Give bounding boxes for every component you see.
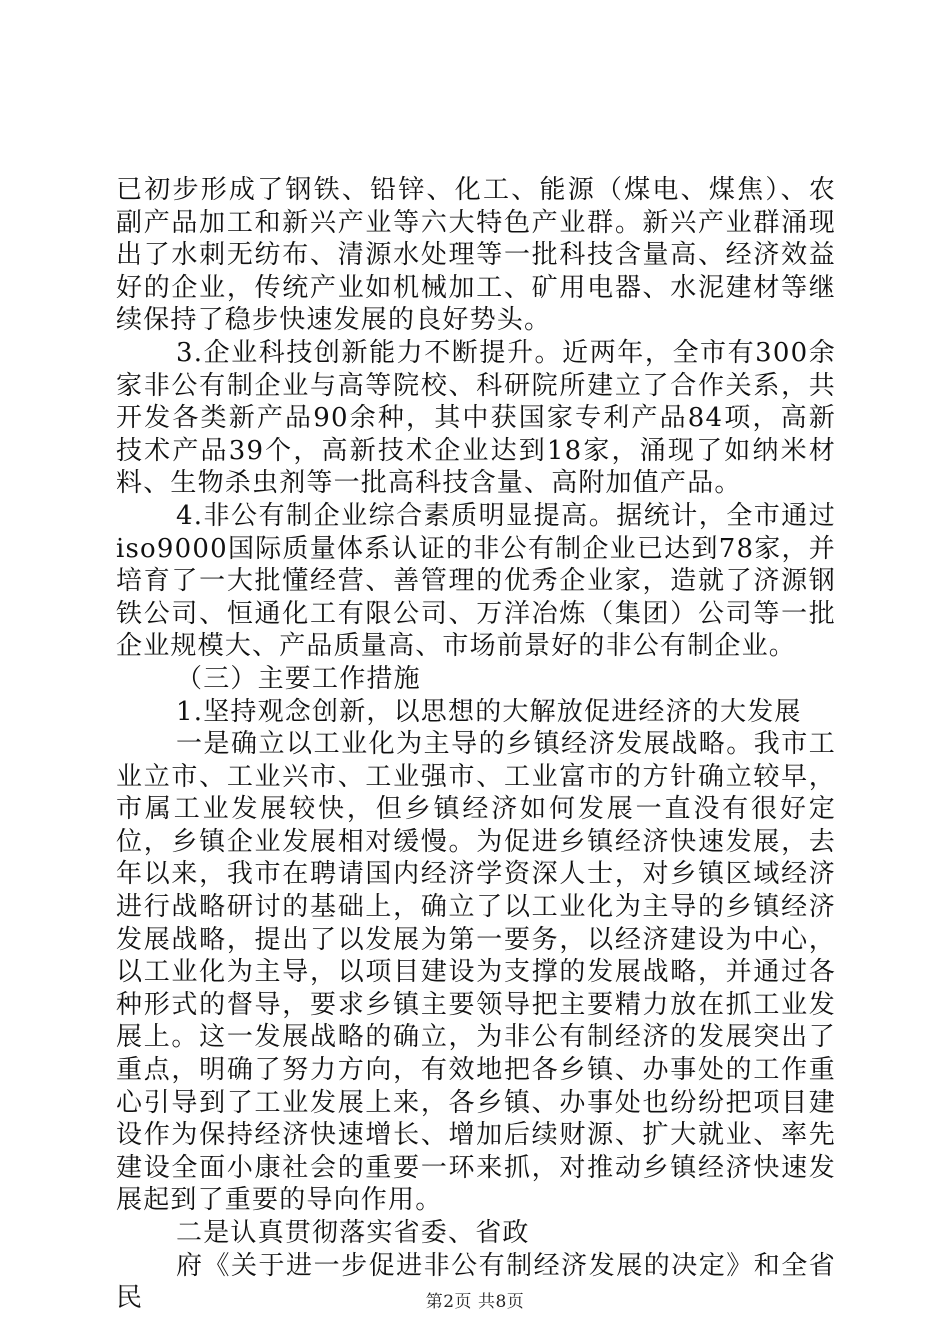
subsection-heading: 1.坚持观念创新，以思想的大解放促进经济的大发展 (176, 696, 802, 727)
paragraph-item-3: 3.企业科技创新能力不断提升。近两年，全市有300余家非公有制企业与高等院校、科研院所建立了合作关系，共开发各类新产品90余种，其中获国家专利产品84项，高新技术产品39个，高新技术企业达到18家，涌现了如纳米材料、生物杀虫剂等一批高科技含量、高附加值产品。 (116, 337, 836, 499)
page-number-footer: 第2页 共8页 (425, 1292, 525, 1312)
paragraph-item-4: 4.非公有制企业综合素质明显提高。据统计，全市通过iso9000国际质量体系认证的非公有制企业已达到78家，并培育了一大批懂经营、善管理的优秀企业家，造就了济源钢铁公司、恒通化工有限公司、万洋冶炼（集团）公司等一批企业规模大、产品质量高、市场前景好的非公有制企业。 (116, 500, 836, 662)
paragraph-continuation: 府《关于进一步促进非公有制经济发展的决定》和全省民 (116, 1250, 836, 1314)
document-body (116, 174, 836, 1315)
section-heading: （三）主要工作措施 (176, 663, 421, 694)
paragraph-strategy: 一是确立以工业化为主导的乡镇经济发展战略。我市工业立市、工业兴市、工业强市、工业富市的方针确立较早，市属工业发展较快，但乡镇经济如何发展一直没有很好定位，乡镇企业发展相对缓慢。为促进乡镇经济快速发展，去年以来，我市在聘请国内经济学资深人士，对乡镇区域经济进行战略研讨的基础上，确立了以工业化为主导的乡镇经济发展战略，提出了以发展为第一要务，以经济建设为中心，以工业化为主导，以项目建设为支撑的发展战略，并通过各种形式的督导，要求乡镇主要领导把主要精力放在抓工业发展上。这一发展战略的确立，为非公有制经济的发展突出了重点，明确了努力方向，有效地把各乡镇、办事处的工作重心引导到了工业发展上来，各乡镇、办事处也纷纷把项目建设作为保持经济快速增长、增加后续财源、扩大就业、率先建设全面小康社会的重要一环来抓，对推动乡镇经济快速发展起到了重要的导向作用。 (116, 729, 836, 1216)
paragraph-point-two: 二是认真贯彻落实省委、省政 (176, 1218, 530, 1248)
paragraph-continued: 已初步形成了钢铁、铅锌、化工、能源（煤电、煤焦）、农副产品加工和新兴产业等六大特色产业群。新兴产业群涌现出了水刺无纺布、清源水处理等一批科技含量高、经济效益好的企业，传统产业如机械加工、矿用电器、水泥建材等继续保持了稳步快速发展的良好势头。 (116, 175, 836, 336)
